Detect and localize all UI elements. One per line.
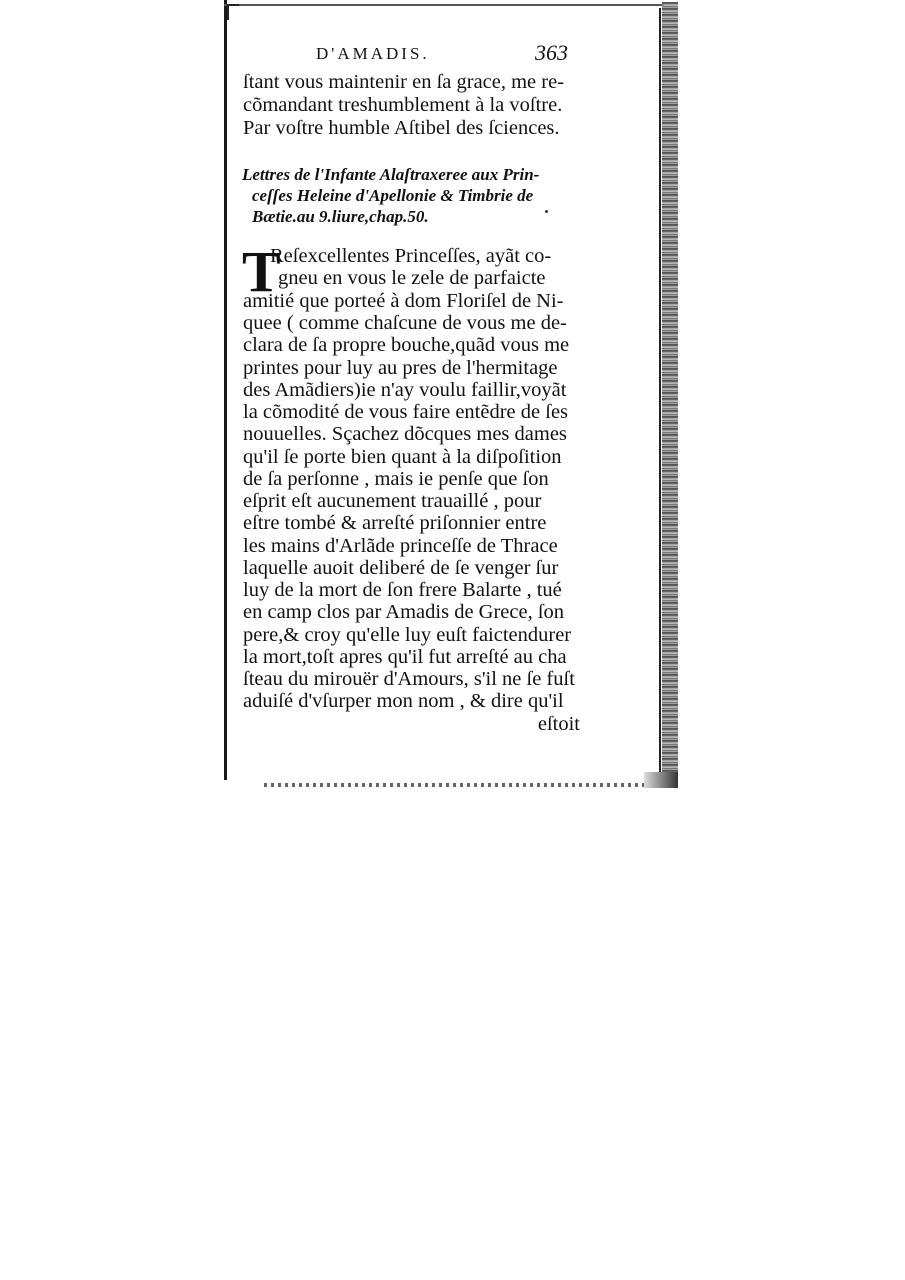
fore-edge [662, 2, 678, 787]
folio: 363 [535, 40, 568, 65]
letter-line: quee ( comme chaſcune de vous me de- [243, 312, 567, 334]
bottom-edge [264, 783, 674, 787]
letter-line: la cõmodité de vous faire entẽdre de ſes [243, 401, 569, 423]
letter-line: amitié que porteé à dom Floriſel de Ni- [243, 290, 564, 312]
running-head: D'AMADIS. [316, 44, 430, 63]
ink-speck [545, 210, 548, 213]
closing-line: Par voſtre humble Aſtibel des ſciences. [243, 117, 560, 139]
letter-line: aduiſé d'vſurper mon nom , & dire qu'il [243, 690, 564, 712]
letter-line: Reſexcellentes Princeſſes, ayãt co- [270, 245, 552, 267]
letter-line: clara de ſa propre bouche,quãd vous me [243, 334, 570, 356]
top-rule [224, 4, 664, 6]
rubric-line: Lettres de l'Infante Alaſtraxeree aux Prin- [242, 165, 540, 184]
closing-line: cõmandant treshumblement à la voſtre. [243, 94, 563, 116]
letter-line: la mort,toſt apres qu'il fut arreſté au cha [243, 646, 567, 668]
bottom-shadow [644, 772, 678, 788]
letter-line: qu'il ſe porte bien quant à la diſpoſition [243, 446, 562, 468]
letter-line: ſteau du mirouër d'Amours, s'il ne ſe fuſt [243, 668, 575, 690]
letter-line: les mains d'Arlãde princeſſe de Thrace [243, 535, 558, 557]
letter-line: printes pour luy au pres de l'hermitage [243, 357, 558, 379]
drop-cap: T [242, 239, 281, 304]
letter-line: eſtre tombé & arreſté priſonnier entre [243, 512, 547, 534]
closing-line: ſtant vous maintenir en ſa grace, me re- [243, 71, 565, 93]
letter-line: eſprit eſt aucunement trauaillé , pour [243, 490, 542, 512]
letter-line: gneu en vous le zele de parfaicte [278, 267, 546, 289]
letter-line: luy de la mort de ſon frere Balarte , tué [243, 579, 562, 601]
rubric-line: Bætie.au 9.liure,chap.50. [252, 207, 429, 226]
spine-edge [224, 0, 227, 780]
letter-line: de ſa perſonne , mais ie penſe que ſon [243, 468, 549, 490]
catchword: eſtoit [537, 713, 580, 735]
letter-line: pere,& croy qu'elle luy euſt faictendurer [243, 624, 572, 646]
rubric-line: ceſſes Heleine d'Apellonie & Timbrie de [252, 186, 534, 205]
letter-line: des Amãdiers)ie n'ay voulu faillir,voyãt [243, 379, 567, 401]
letter-line: laquelle auoit deliberé de ſe venger ſur [243, 557, 559, 579]
letter-line: en camp clos par Amadis de Grece, ſon [243, 601, 565, 623]
top-rule-hook [227, 4, 239, 20]
letter-line: nouuelles. Sçachez dõcques mes dames [243, 423, 567, 445]
fore-edge-line [659, 8, 661, 788]
